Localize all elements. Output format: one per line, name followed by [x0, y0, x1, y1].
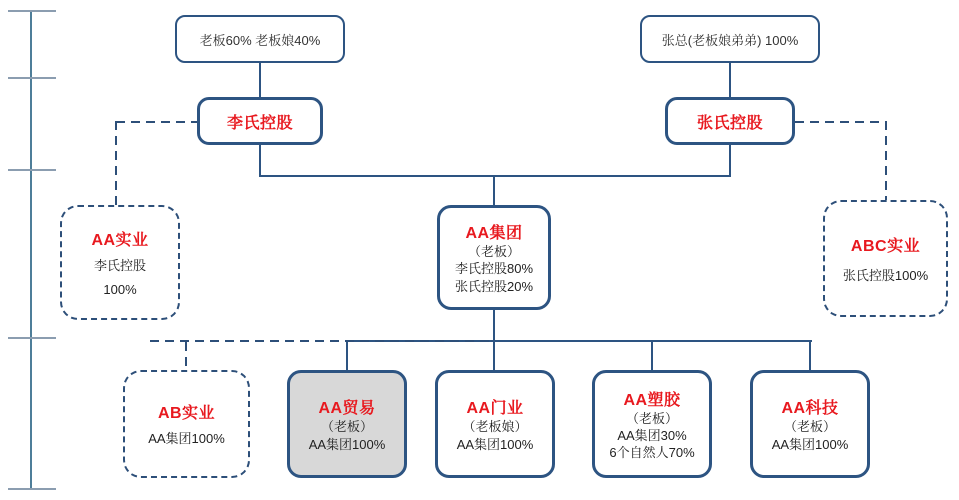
connector-drop-ab-industry: [185, 342, 187, 370]
node-aa-industry: [60, 205, 180, 320]
node-aa-industry-title: AA实业: [91, 231, 149, 249]
connector-drop-aa-door: [493, 340, 495, 370]
connector-owners-right-to-zhang: [729, 63, 731, 97]
node-zhang-holding: [665, 97, 795, 145]
node-aa-trading-line: （老板）: [320, 419, 373, 435]
connector-drop-aa-tech: [809, 340, 811, 370]
connector-drop-aa-trading: [346, 340, 348, 370]
node-aa-group-line: （老板）: [467, 244, 520, 260]
ruler-tick: [8, 337, 56, 339]
node-aa-tech-line: AA集团100%: [771, 436, 849, 452]
connector-owners-left-to-li: [259, 63, 261, 97]
node-aa-door: [435, 370, 555, 478]
node-zhang-holding-title: 张氏控股: [696, 114, 763, 132]
node-aa-plastic-line: 6个自然人70%: [609, 445, 695, 461]
connector-li-to-aa-industry-vertical: [115, 121, 117, 205]
node-aa-plastic: [592, 370, 712, 478]
node-owners-left: [175, 15, 345, 63]
node-aa-group-line: 张氏控股20%: [454, 278, 534, 294]
node-abc-industry-title: ABC实业: [850, 237, 921, 255]
node-aa-door-title: AA门业: [466, 400, 524, 418]
node-aa-door-line: （老板娘）: [462, 419, 528, 435]
node-owners-right: [640, 15, 820, 63]
connector-aa-group-drop: [493, 310, 495, 341]
connector-zhang-to-abc-horizontal: [795, 121, 886, 123]
node-ab-industry-title: AB实业: [157, 405, 216, 423]
ruler-tick: [8, 488, 56, 490]
connector-zhang-drop: [729, 145, 731, 177]
node-abc-industry: [823, 200, 948, 317]
connector-li-drop: [259, 145, 261, 177]
ruler-tick: [8, 10, 56, 12]
node-aa-industry-line: 100%: [103, 282, 137, 297]
node-ab-industry-line: AA集团100%: [148, 431, 225, 447]
node-aa-industry-line: 李氏控股: [93, 257, 146, 273]
connector-li-to-aa-industry-horizontal: [116, 121, 197, 123]
node-aa-tech-title: AA科技: [781, 400, 839, 418]
node-aa-tech-line: （老板）: [783, 419, 836, 435]
node-aa-group: [437, 205, 551, 310]
node-abc-industry-line: 张氏控股100%: [842, 267, 929, 283]
node-aa-group-line: 李氏控股80%: [454, 261, 534, 277]
node-owners-left-text: 老板60% 老板娘40%: [199, 32, 321, 48]
node-li-holding: [197, 97, 323, 145]
node-aa-trading-line: AA集团100%: [308, 436, 386, 452]
node-aa-plastic-line: （老板）: [625, 410, 678, 426]
node-aa-door-line: AA集团100%: [456, 436, 534, 452]
node-owners-right-text: 张总(老板娘弟弟) 100%: [661, 32, 799, 48]
connector-holdings-hline: [259, 175, 731, 177]
node-aa-tech: [750, 370, 870, 478]
ruler-tick: [8, 77, 56, 79]
ruler-tick: [8, 169, 56, 171]
node-aa-plastic-line: AA集团30%: [617, 427, 687, 443]
connector-drop-aa-plastic: [651, 340, 653, 370]
node-aa-group-title: AA集团: [465, 225, 523, 243]
node-ab-industry: [123, 370, 250, 478]
node-aa-trading-title: AA贸易: [318, 400, 376, 418]
node-li-holding-title: 李氏控股: [226, 114, 293, 132]
ruler-line: [30, 10, 32, 490]
connector-to-aa-group: [493, 175, 495, 205]
node-aa-trading: [287, 370, 407, 478]
node-aa-plastic-title: AA塑胶: [623, 391, 681, 409]
connector-bottom-dashed-hline: [150, 340, 494, 342]
connector-zhang-to-abc-vertical: [885, 121, 887, 200]
